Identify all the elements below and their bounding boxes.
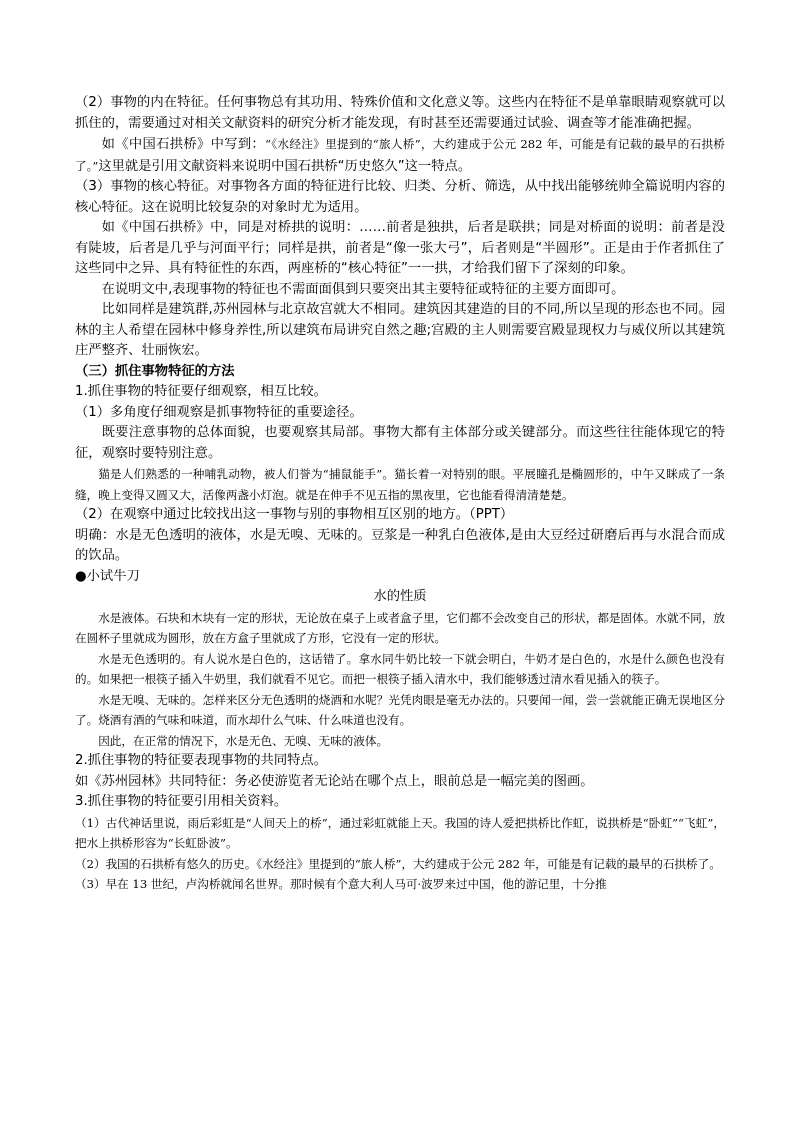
example-tail: 这里就是引用文献资料来说明中国石拱桥“历史悠久”这一特点。 <box>98 158 472 174</box>
water-paragraph-4: 因此，在正常的情况下，水是无色、无嗅、无味的液体。 <box>98 733 389 748</box>
cat-example: 猫是人们熟悉的一种哺乳动物，被人们誉为“捕鼠能手”。猫长着一对特别的眼。平展瞳孔是椭圆形的，中午又眯成了一条缝，晚上变得又圆又大，活像两盏小灯泡。就是在伸手不见五指的黑夜里，它也能看得清清楚楚。 <box>75 467 725 502</box>
water-paragraph-1: 水是液体。石块和木块有一定的形状，无论放在桌子上或者盒子里，它们都不会改变自己的形状，都是固体。水就不同，放在圆杯子里就成为圆形，放在方盒子里就成了方形，它没有一定的形状。 <box>75 610 725 645</box>
paragraph-main-feature: 在说明文中,表现事物的特征也不需面面俱到只要突出其主要特征或特征的主要方面即可。 <box>101 281 625 297</box>
example-lead: 如《中国石拱桥》中写到： <box>101 137 266 152</box>
paragraph-bridge-compare: 如《中国石拱桥》中，同是对桥拱的说明：……前者是独拱，后者是联拱；同是对桥面的说明：前者是没有陡坡，后者是几乎与河面平行；同样是拱，前者是“像一张大弓”，后者则是“半圆形”。正是由于作者抓住了这些同中之异、具有特征性的东西，两座桥的“核心特征”一一拱，才给我们留下了深刻的印象。 <box>75 220 725 276</box>
reference-3: （3）早在 13 世纪，卢沟桥就闻名世界。那时候有个意大利人马可·波罗来过中国，他的游记里，十分推 <box>75 877 607 891</box>
reference-2: （2）我国的石拱桥有悠久的历史。《水经注》里提到的“旅人桥”，大约建成于公元 282 年，可能是有记载的最早的石拱桥了。 <box>75 856 721 871</box>
document-page <box>75 93 725 895</box>
water-essay-title: 水的性质 <box>373 589 427 604</box>
method-2-example: 如《苏州园林》共同特征：务必使游览者无论站在哪个点上，眼前总是一幅完美的图画。 <box>75 773 594 789</box>
method-1-sub-1: （1）多角度仔细观察是抓事物特征的重要途径。 <box>75 404 363 420</box>
method-1-sub-2: （2）在观察中通过比较找出这一事物与别的事物相互区别的地方。（PPT） <box>75 507 514 522</box>
paragraph-core-feature: （3）事物的核心特征。对事物各方面的特征进行比较、归类、分析、筛选，从中找出能够统帅全篇说明内容的核心特征。这在说明比较复杂的对象时尤为适用。 <box>75 179 725 215</box>
example-quote: “《水经注》里提到的“旅人桥”，大约建成于公元 282 年，可能是有记载的最早的石拱桥了。” <box>75 137 726 173</box>
reference-1: （1）古代神话里说，雨后彩虹是“人间天上的桥”，通过彩虹就能上天。我国的诗人爱把拱桥比作虹，说拱桥是“卧虹”“飞虹”，把水上拱桥形容为“长虹卧波”。 <box>75 815 725 850</box>
paragraph-inner-feature: （2）事物的内在特征。任何事物总有其功用、特殊价值和文化意义等。这些内在特征不是单靠眼睛观察就可以抓住的，需要通过对相关文献资料的研究分析才能发现，有时甚至还需要通过试验、调查等才能准确把握。 <box>75 95 725 131</box>
method-2-heading: 2.抓住事物的特征要表现事物的共同特点。 <box>75 753 328 768</box>
clarification: 明确：水是无色透明的液体，水是无嗅、无味的。豆浆是一种乳白色液体,是由大豆经过研磨后再与水混合而成的饮品。 <box>75 527 725 563</box>
paragraph-garden-palace: 比如同样是建筑群,苏州园林与北京故宫就大不相同。建筑因其建造的目的不同,所以呈现的形态也不同。园林的主人希望在园林中修身养性,所以建筑布局讲究自然之趣;宫殿的主人则需要宫殿显现权力与威仪所以其建筑庄严整齐、壮丽恢宏。 <box>75 302 725 358</box>
water-paragraph-2: 水是无色透明的。有人说水是白色的，这话错了。拿水同牛奶比较一下就会明白，牛奶才是白色的，水是什么颜色也没有的。如果把一根筷子插入牛奶里，我们就看不见它。而把一根筷子插入清水中，我们能够透过清水看见插入的筷子。 <box>75 651 725 686</box>
water-paragraph-3: 水是无嗅、无味的。怎样来区分无色透明的烧酒和水呢？光凭肉眼是毫无办法的。只要闻一闻，尝一尝就能正确无误地区分了。烧酒有酒的气味和味道，而水却什么气味、什么味道也没有。 <box>75 692 725 727</box>
section-heading-methods: （三）抓住事物特征的方法 <box>75 363 235 379</box>
practice-heading: ●小试牛刀 <box>75 568 140 584</box>
method-1-heading: 1.抓住事物的特征要仔细观察，相互比较。 <box>75 384 328 399</box>
paragraph-example-stone-bridge <box>75 134 725 177</box>
method-3-heading: 3.抓住事物的特征要引用相关资料。 <box>75 794 288 809</box>
method-1-sub-1-body: 既要注意事物的总体面貌，也要观察其局部。事物大都有主体部分或关键部分。而这些往往能体现它的特征，观察时要特别注意。 <box>75 425 725 461</box>
